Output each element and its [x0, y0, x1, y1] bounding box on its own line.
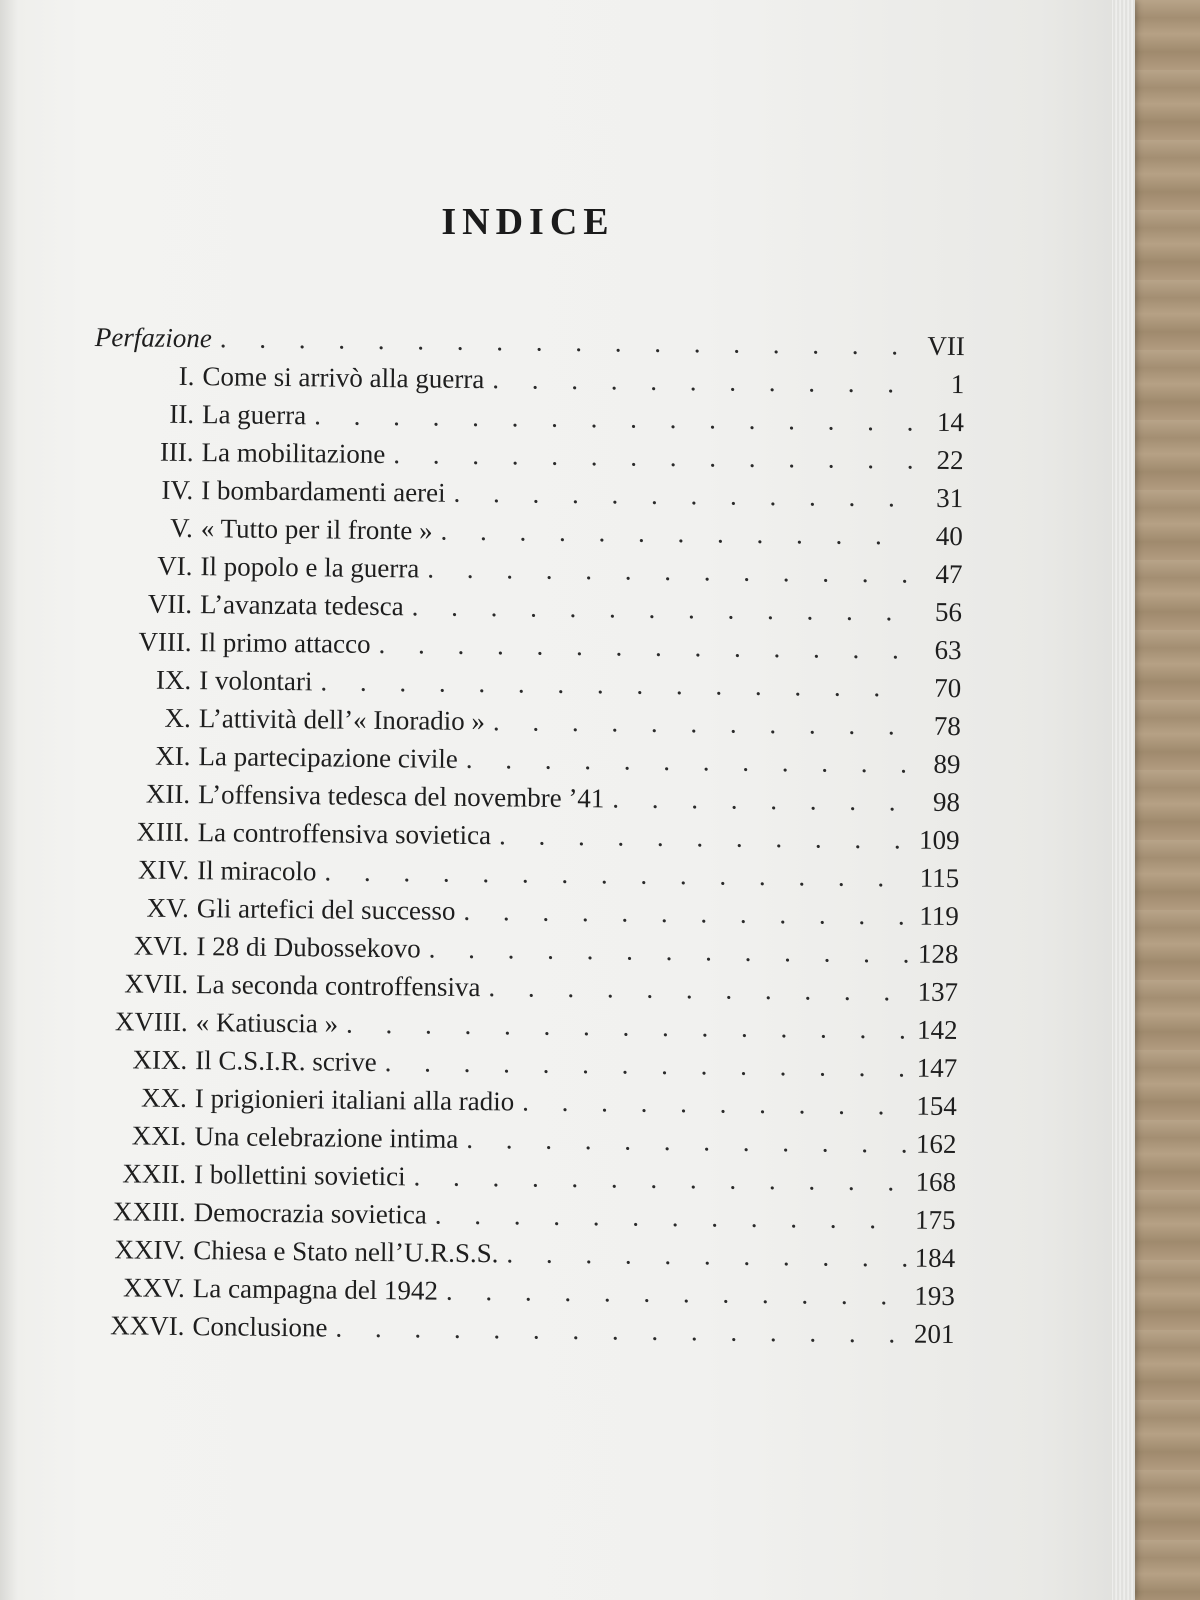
toc-page-number: 142: [916, 1014, 958, 1046]
toc-leader-dots: [492, 364, 916, 399]
toc-chapter-number: XXV.: [122, 1272, 186, 1303]
toc-chapter-title: I 28 di Dubossekovo: [196, 931, 421, 964]
page-edge: [1112, 0, 1135, 1600]
toc-preface-label: Perfazione: [94, 322, 212, 354]
toc-page-number: 14: [936, 406, 965, 438]
toc-leader-dots: [446, 1276, 907, 1312]
toc-leader-dots: [385, 1047, 910, 1083]
toc-page-number: 147: [916, 1052, 958, 1084]
toc-chapter-title: L’attività dell’« Inoradio »: [198, 703, 486, 737]
toc-chapter-number: IV.: [161, 474, 194, 506]
toc-chapter-title: Il miracolo: [197, 855, 317, 887]
table-of-contents: [84, 322, 965, 1357]
toc-leader-dots: [466, 744, 913, 780]
toc-page-number: 154: [916, 1090, 957, 1122]
toc-page-number: 98: [932, 786, 961, 818]
toc-leader-dots: [346, 1009, 910, 1046]
toc-leader-dots: [435, 1200, 908, 1236]
toc-leader-dots: [463, 896, 911, 932]
toc-chapter-number: III.: [159, 436, 194, 468]
toc-chapter-title: La mobilitazione: [201, 437, 386, 470]
toc-chapter-title: Chiesa e Stato nell’U.R.S.S.: [193, 1235, 499, 1269]
toc-page-number: 162: [915, 1128, 957, 1160]
toc-chapter-number: XIX.: [132, 1044, 188, 1076]
toc-page-number: 193: [914, 1280, 956, 1312]
toc-chapter-number: V.: [169, 512, 194, 544]
toc-page-number: 175: [914, 1204, 956, 1236]
toc-chapter-title: La campagna del 1942: [192, 1273, 439, 1306]
toc-page-number: 168: [915, 1166, 957, 1198]
toc-leader-dots: [493, 706, 913, 741]
toc-page-number: 78: [933, 710, 961, 742]
toc-chapter-number: XXIII.: [112, 1196, 186, 1227]
toc-chapter-title: « Tutto per il fronte »: [200, 513, 433, 546]
toc-chapter-title: Come si arrivò alla guerra: [202, 361, 485, 395]
toc-chapter-title: L’avanzata tedesca: [199, 589, 404, 622]
toc-chapter-title: Una celebrazione intima: [194, 1121, 459, 1154]
toc-chapter-title: « Katiuscia »: [195, 1007, 339, 1039]
toc-leader-dots: [393, 439, 916, 475]
toc-chapter-number: XII.: [145, 778, 191, 810]
toc-chapter-number: XXII.: [122, 1158, 187, 1189]
toc-chapter-number: XVII.: [124, 968, 189, 1000]
toc-page-number: 31: [936, 482, 964, 514]
toc-entry: [84, 1310, 954, 1357]
toc-leader-dots: [324, 856, 911, 893]
toc-leader-dots: [335, 1313, 906, 1350]
toc-chapter-number: XXIV.: [114, 1234, 186, 1265]
toc-leader-dots: [427, 553, 914, 589]
toc-chapter-number: II.: [169, 398, 195, 430]
toc-leader-dots: [612, 783, 912, 817]
toc-leader-dots: [453, 478, 915, 514]
toc-page-number: 56: [934, 596, 963, 628]
toc-leader-dots: [488, 972, 910, 1007]
toc-chapter-number: XIII.: [136, 816, 190, 848]
toc-page-number: 115: [919, 862, 960, 894]
wooden-table: [1130, 0, 1200, 1600]
toc-leader-dots: [522, 1087, 909, 1122]
toc-leader-dots: [220, 323, 917, 361]
toc-chapter-title: La seconda controffensiva: [195, 969, 481, 1003]
page-title: INDICE: [441, 201, 615, 243]
toc-chapter-title: Il C.S.I.R. scrive: [195, 1045, 377, 1077]
toc-chapter-title: Conclusione: [192, 1311, 328, 1343]
toc-chapter-title: La controffensiva sovietica: [197, 817, 492, 851]
toc-chapter-number: XXI.: [131, 1120, 187, 1152]
toc-leader-dots: [411, 591, 914, 627]
toc-leader-dots: [429, 934, 911, 970]
toc-chapter-title: I volontari: [199, 665, 313, 697]
toc-chapter-number: XI.: [155, 740, 191, 772]
toc-leader-dots: [499, 820, 912, 855]
toc-chapter-number: XV.: [146, 892, 190, 924]
toc-chapter-title: Il primo attacco: [199, 627, 371, 659]
toc-chapter-title: Democrazia sovietica: [193, 1197, 427, 1230]
toc-page-number: 184: [914, 1242, 956, 1274]
toc-chapter-title: I bollettini sovietici: [193, 1159, 406, 1192]
toc-chapter-number: I.: [178, 360, 195, 392]
toc-chapter-number: XVI.: [133, 930, 189, 962]
toc-page-number: 137: [917, 976, 959, 1008]
toc-page-number: 89: [933, 748, 961, 780]
toc-leader-dots: [413, 1161, 908, 1197]
toc-chapter-number: X.: [164, 702, 192, 734]
toc-leader-dots: [314, 400, 916, 437]
toc-page-number: 47: [935, 558, 963, 590]
toc-leader-dots: [320, 666, 913, 703]
toc-chapter-title: Il popolo e la guerra: [200, 551, 420, 584]
toc-leader-dots: [378, 629, 913, 666]
toc-chapter-title: I prigionieri italiani alla radio: [194, 1083, 515, 1117]
toc-page-number: 63: [934, 634, 962, 666]
toc-chapter-number: XVIII.: [114, 1006, 188, 1038]
toc-leader-dots: [440, 516, 915, 552]
toc-page-number: 22: [936, 444, 964, 476]
toc-leader-dots: [506, 1238, 907, 1273]
toc-page-number: 128: [917, 938, 959, 970]
toc-page-number: 109: [918, 824, 960, 856]
toc-page-number: 40: [935, 520, 963, 552]
toc-chapter-number: XX.: [140, 1082, 188, 1114]
toc-chapter-title: L’offensiva tedesca del novembre ’41: [197, 779, 605, 814]
toc-chapter-number: XIV.: [137, 854, 190, 886]
toc-page-number: 1: [950, 368, 965, 400]
toc-chapter-number: IX.: [155, 664, 192, 696]
toc-page-number: 70: [934, 672, 962, 704]
toc-page-number: 201: [913, 1318, 955, 1350]
toc-chapter-title: Gli artefici del successo: [196, 893, 456, 926]
toc-chapter-number: VI.: [157, 550, 193, 582]
toc-preface-page: VII: [927, 330, 965, 362]
toc-page-number: 119: [919, 900, 959, 932]
toc-chapter-title: La partecipazione civile: [198, 741, 458, 774]
toc-leader-dots: [466, 1124, 908, 1160]
toc-chapter-title: I bombardamenti aerei: [201, 475, 446, 508]
toc-chapter-title: La guerra: [201, 399, 307, 431]
toc-chapter-number: XXVI.: [110, 1310, 185, 1341]
toc-chapter-number: VIII.: [138, 626, 192, 658]
toc-chapter-number: VII.: [147, 588, 193, 620]
